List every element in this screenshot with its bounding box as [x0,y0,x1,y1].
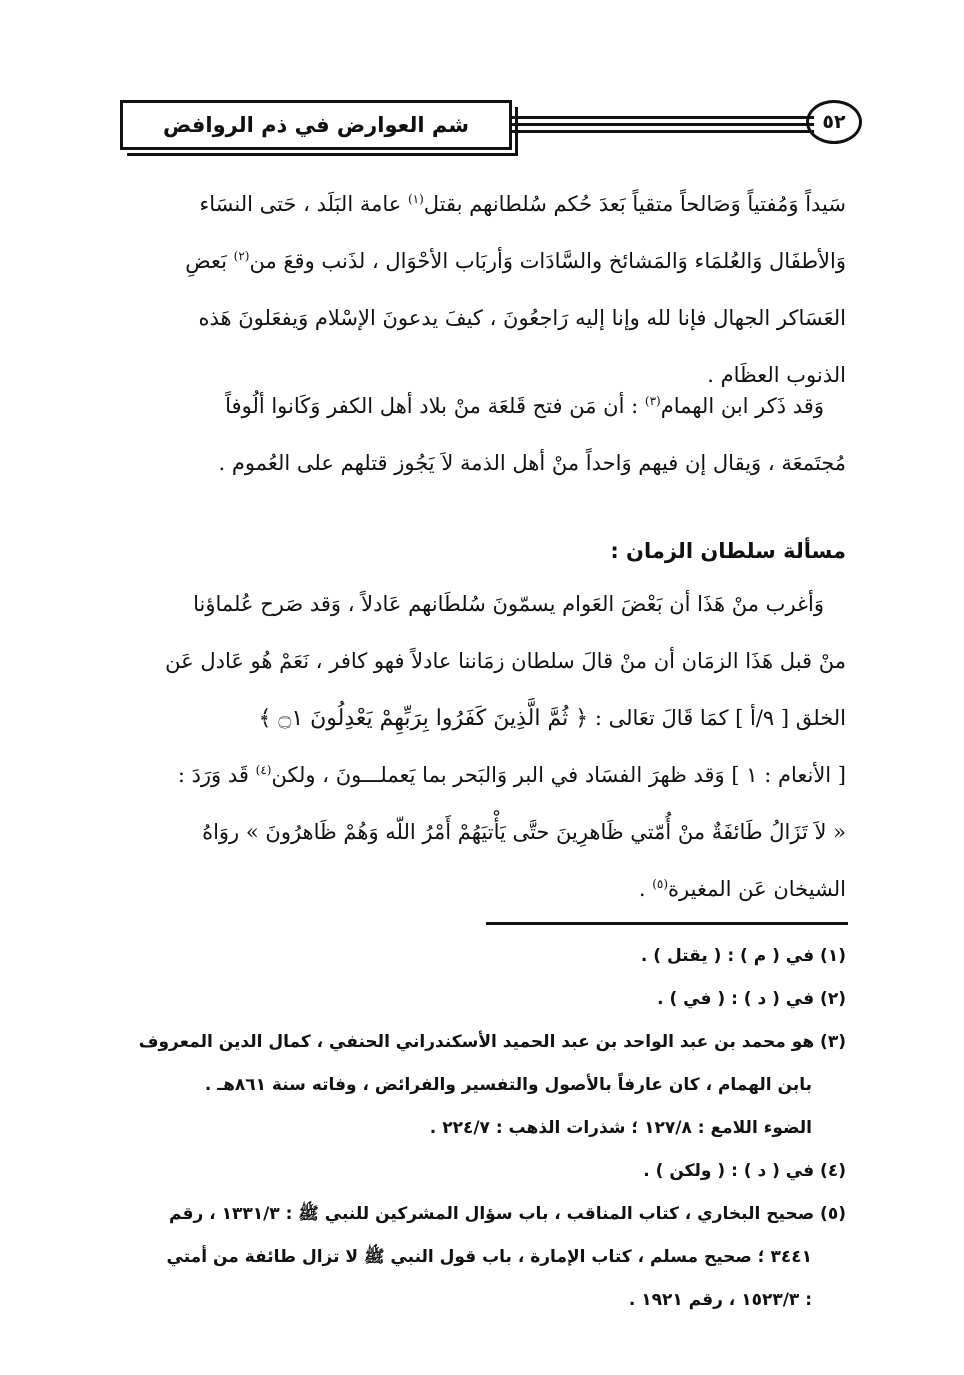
footnote-1: (١) في ( م ) : ( يقتل ) . [640,946,846,966]
text-line: الذنوب العظَام . [707,363,846,387]
footnote-5: (٥) صحيح البخاري ، كتاب المناقب ، باب سؤال المشركين للنبي ﷺ : ١٣٣١/٣ ، رقم [169,1204,846,1224]
footnote-marker[interactable]: (٢) [233,249,250,263]
text-line: وَأغرب منْ هَذَا أن بَعْضَ العَوام يسمّونَ سُلطَانهم عَادلاً ، وَقد صَرح عُلماؤنا [193,592,824,616]
section-heading: مسألة سلطان الزمان : [610,539,846,563]
running-title: شم العوارض في ذم الروافض [120,100,512,150]
text-line: الخلق [ ٩/أ ] كمَا قَالَ تعَالى : [594,706,846,730]
footnotes [104,935,846,1322]
text-line: منْ قبل هَذَا الزمَان أن منْ قالَ سلطان زمَاننا عادلاً فهو كافر ، نَعَمْ هُو عَادل عَن [165,649,846,673]
footnote-5-continued: ٣٤٤١ ؛ صحيح مسلم ، كتاب الإمارة ، باب قول النبي ﷺ لا تزال طائفة من أمتي [166,1247,812,1267]
text-line: مُجتَمعَة ، وَيقال إن فيهم وَاحداً منْ أهل الذمة لاَ يَجُوز قتلهم على العُموم . [218,451,846,475]
text-line: الشيخان عَن المغيرة [668,877,846,901]
text-line: سَيداً وَمُفتياً وَصَالحاً متقياً بَعدَ حُكم سُلطانهم بقتل [423,192,846,216]
paragraph-3 [120,576,846,918]
paragraph-1 [120,176,846,404]
footnote-2: (٢) في ( د ) : ( في ) . [657,989,846,1009]
header-rule [512,116,814,119]
footnote-marker[interactable]: (١) [407,192,424,206]
footnote-4: (٤) في ( د ) : ( ولكن ) . [643,1161,846,1181]
text-line: بَعضِ [185,249,227,273]
footnote-divider [486,922,848,925]
page-header [110,100,862,158]
text-line: العَسَاكر الجهال فإنا لله وإنا إليه رَاجعُونَ ، كيفَ يدعونَ الإسْلام وَيفعَلونَ هَذه [198,306,846,330]
quran-verse: ﴿ ثُمَّ الَّذِينَ كَفَرُوا بِرَبِّهِمْ يَعْدِلُونَ ۝١ ﴾ [258,706,589,731]
hadith-quote: « لاَ تَزَالُ طَائفَةٌ منْ أُمّتي ظَاهرِينَ حتَّى يَأْتيَهُمْ أَمْرُ اللّه وَهُمْ ظَاهرُونَ » روَاهُ [202,820,846,844]
footnote-marker[interactable]: (٥) [652,877,669,891]
footnote-3-continued: بابن الهمام ، كان عارفاً بالأصول والتفسير والفرائض ، وفاته سنة ٨٦١هـ . [204,1075,812,1095]
header-rule [512,123,814,126]
text-line: [ الأنعام : ١ ] وَقد ظهرَ الفسَاد في البر وَالبَحر بما يَعملـــونَ ، ولكن [271,763,846,787]
page-number: ٥٢ [806,100,862,144]
paragraph-2 [120,378,846,492]
text-line: عامة البَلَد ، حَتى النسَاء [199,192,402,216]
footnote-marker[interactable]: (٤) [255,763,272,777]
text-line: . [638,877,646,901]
text-line: وَقد ذَكر ابن الهمام [660,394,824,418]
footnote-3: (٣) هو محمد بن عبد الواحد بن عبد الحميد الأسكندراني الحنفي ، كمال الدين المعروف [138,1032,846,1052]
text-line: : أن مَن فتح قَلعَة منْ بلاد أهل الكفر وَكَانوا ألُوفاً [225,394,639,418]
text-line: وَالأطفَال وَالعُلمَاء وَالمَشائخ والسَّادَات وَأربَاب الأحْوَال ، لذَنب وقعَ من [249,249,846,273]
header-rule [512,130,814,133]
text-line: قَد وَرَدَ : [177,763,249,787]
footnote-3-continued: الضوء اللامع : ١٢٧/٨ ؛ شذرات الذهب : ٢٢٤/٧ . [429,1118,812,1138]
footnote-marker[interactable]: (٣) [644,394,661,408]
footnote-5-continued: : ١٥٢٣/٣ ، رقم ١٩٢١ . [628,1290,812,1310]
